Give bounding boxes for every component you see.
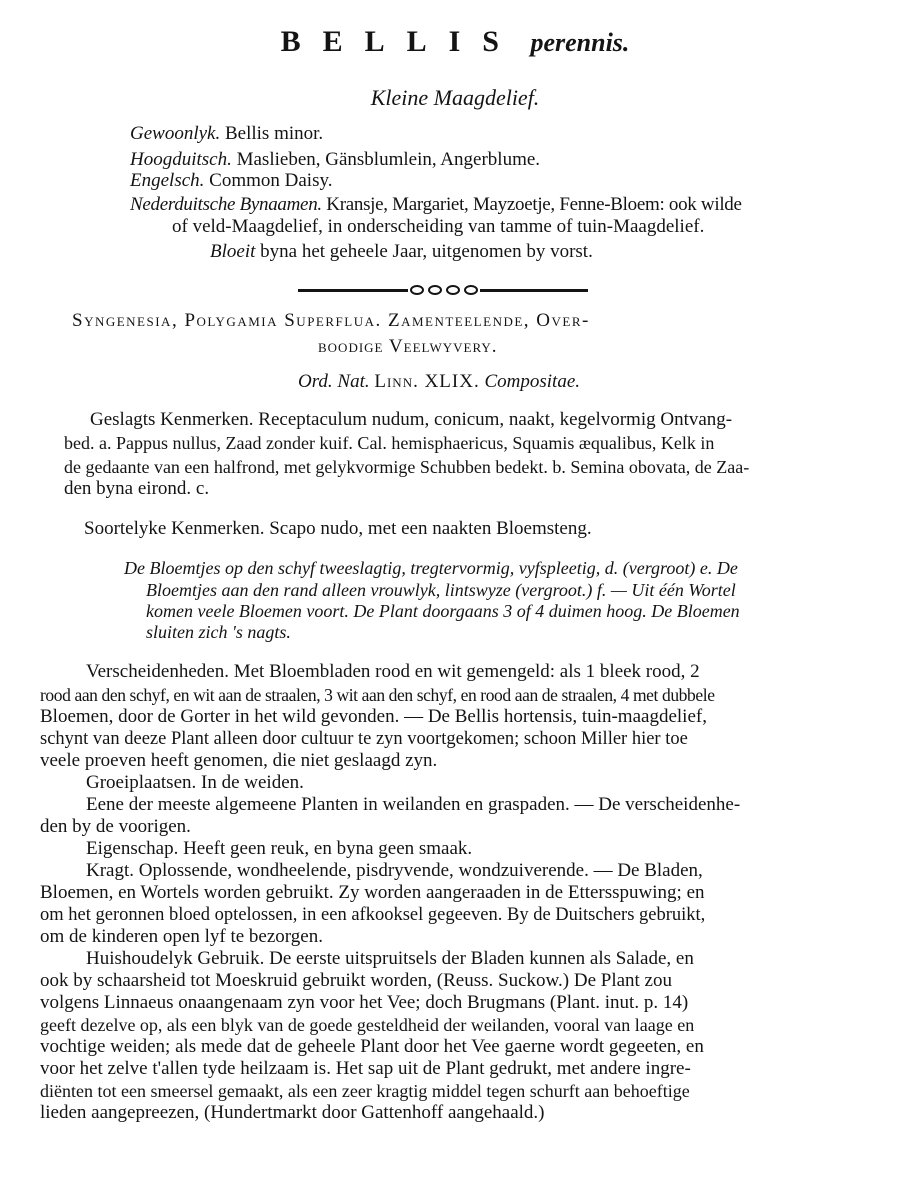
body-line-19: voor het zelve t'allen tyde heilzaam is. Het sap uit de Plant gedrukt, met andere ingre- xyxy=(40,1058,691,1079)
body-line-20: diënten tot een smeersel gemaakt, als een zeer kragtig middel tegen schurft aan behoeftige xyxy=(40,1081,690,1101)
body-line-18: vochtige weiden; als mede dat de geheele Plant door het Vee gaerne wordt gegeeten, en xyxy=(40,1036,704,1057)
body-line-7: Eene der meeste algemeene Planten in weilanden en graspaden. — De verscheidenhe- xyxy=(86,794,741,815)
body-line-3: Bloemen, door de Gorter in het wild gevonden. — De Bellis hortensis, tuin-maagdelief, xyxy=(40,706,707,727)
description-line-2: Bloemtjes aan den rand alleen vrouwlyk, lintswyze (vergroot.) f. — Uit één Wortel xyxy=(146,580,736,600)
body-line-8: den by de voorigen. xyxy=(40,816,191,837)
body-line-5: veele proeven heeft genomen, die niet geslaagd zyn. xyxy=(40,750,438,771)
body-line-6: Groeiplaatsen. In de weiden. xyxy=(86,772,304,793)
description-line-3: komen veele Bloemen voort. De Plant doorgaans 3 of 4 duimen hoog. De Bloemen xyxy=(146,601,740,621)
description-line-1: De Bloemtjes op den schyf tweeslagtig, tregtervormig, vyfspleetig, d. (vergroot) e. De xyxy=(124,558,738,578)
body-line-21: lieden aangepreezen, (Hundertmarkt door Gattenhoff aangehaald.) xyxy=(40,1102,545,1123)
name-gewoonlyk: Gewoonlyk. Bellis minor. xyxy=(130,123,324,144)
name-nederduitsch: Nederduitsche Bynaamen. Kransje, Margariet, Mayzoetje, Fenne-Bloem: ook wilde xyxy=(130,194,742,215)
body-line-12: om het geronnen bloed optelossen, in een afkooksel gegeeven. By de Duitschers gebruikt, xyxy=(40,905,706,925)
name-hoogduitsch: Hoogduitsch. Maslieben, Gänsblumlein, Angerblume. xyxy=(130,149,541,170)
geslagts-line-3: de gedaante van een halfrond, met gelykvormige Schubben bedekt. b. Semina obovata, de Zaa- xyxy=(64,457,750,477)
order-line: Ord. Nat. Linn. XLIX. Compositae. xyxy=(298,371,580,392)
ornament-divider xyxy=(298,283,588,297)
name-nederduitsch-continued: of veld-Maagdelief, in onderscheiding van tamme of tuin-Maagdelief. xyxy=(172,216,705,237)
page-title xyxy=(0,25,910,58)
soortelyke-kenmerken: Soortelyke Kenmerken. Scapo nudo, met een naakten Bloemsteng. xyxy=(84,518,592,539)
geslagts-line-2: bed. a. Pappus nullus, Zaad zonder kuif. Cal. hemisphaericus, Squamis æqualibus, Kelk in xyxy=(64,433,715,453)
genus-name: BELLIS xyxy=(280,25,521,58)
body-line-14: Huishoudelyk Gebruik. De eerste uitspruitsels der Bladen kunnen als Salade, en xyxy=(86,948,694,969)
geslagts-line-1: Geslagts Kenmerken. Receptaculum nudum, conicum, naakt, kegelvormig Ontvang- xyxy=(90,409,733,430)
body-line-11: Bloemen, en Wortels worden gebruikt. Zy worden aangeraaden in de Ettersspuwing; en xyxy=(40,882,705,903)
body-line-1: Verscheidenheden. Met Bloembladen rood en wit gemengeld: als 1 bleek rood, 2 xyxy=(86,661,700,682)
body-line-2: rood aan den schyf, en wit aan de straalen, 3 wit aan den schyf, en rood aan de straalen, 4 met dubbele xyxy=(40,685,715,705)
classification-line-1: Syngenesia, Polygamia Superflua. Zamenteelende, Over- xyxy=(72,310,590,331)
body-line-9: Eigenschap. Heeft geen reuk, en byna geen smaak. xyxy=(86,838,473,859)
species-epithet: perennis. xyxy=(530,28,630,57)
common-name-title: Kleine Maagdelief. xyxy=(370,85,540,110)
body-line-10: Kragt. Oplossende, wondheelende, pisdryvende, wondzuiverende. — De Bladen, xyxy=(86,860,703,881)
body-line-15: ook by schaarsheid tot Moeskruid gebruikt worden, (Reuss. Suckow.) De Plant zou xyxy=(40,970,672,991)
geslagts-line-4: den byna eirond. c. xyxy=(64,478,210,499)
body-line-17: geeft dezelve op, als een blyk van de goede gesteldheid der weilanden, vooral van laage en xyxy=(40,1015,695,1035)
body-line-16: volgens Linnaeus onaangenaam zyn voor het Vee; doch Brugmans (Plant. inut. p. 14) xyxy=(40,992,689,1013)
body-line-13: om de kinderen open lyf te bezorgen. xyxy=(40,926,323,947)
description-line-4: sluiten zich 's nagts. xyxy=(146,622,291,642)
classification-line-2: boodige Veelwyvery. xyxy=(318,336,498,357)
name-engelsch: Engelsch. Common Daisy. xyxy=(130,170,333,191)
bloeit-line: Bloeit byna het geheele Jaar, uitgenomen by vorst. xyxy=(210,241,593,262)
body-line-4: schynt van deeze Plant alleen door cultuur te zyn voortgekomen; schoon Miller hier toe xyxy=(40,729,688,749)
